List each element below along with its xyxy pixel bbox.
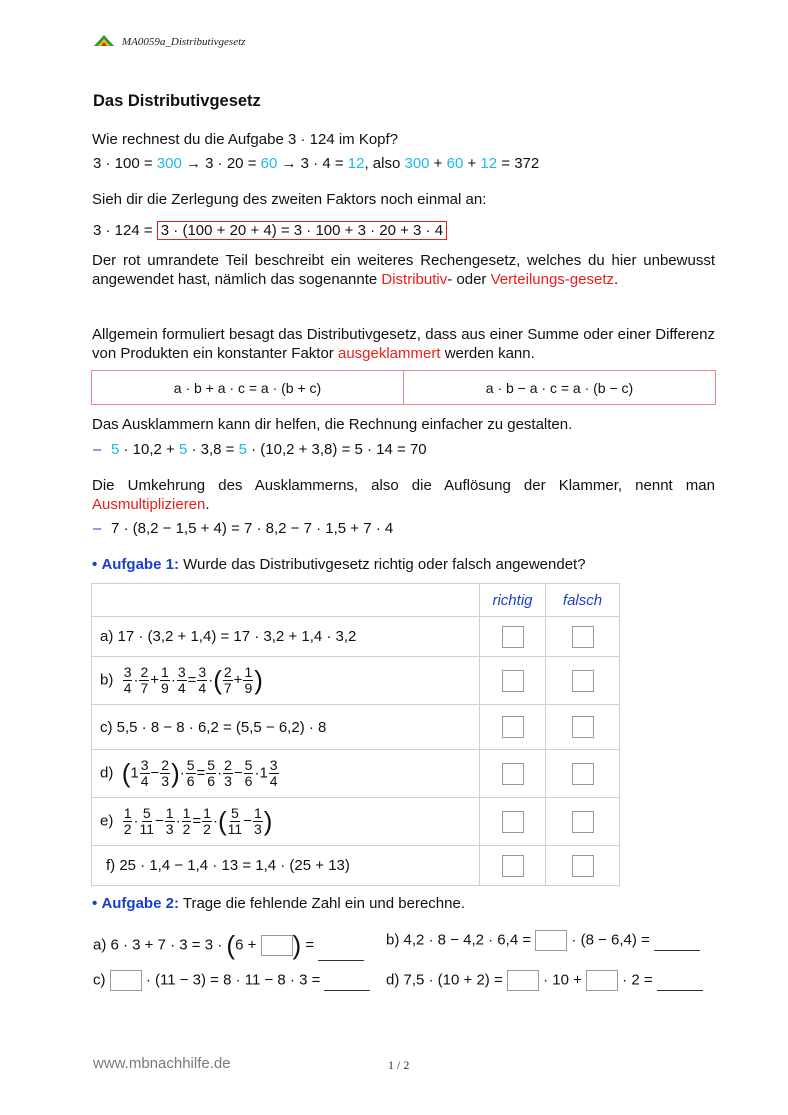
operator: · [212, 812, 218, 830]
head-calculation [93, 155, 539, 172]
cell-falsch [546, 705, 620, 750]
table-row [92, 617, 620, 657]
operator: · [179, 764, 185, 782]
fraction [140, 758, 150, 789]
cell-falsch [546, 617, 620, 657]
decomposition-boxed: 3 · (100 + 20 + 4) = 3 · 100 + 3 · 20 + 3 · 4 [157, 221, 447, 240]
cell-richtig [480, 798, 546, 846]
cell-falsch [546, 750, 620, 798]
fraction [206, 758, 216, 789]
expr-part: · (11 − 3) = 8 · 11 − 8 · 3 = [141, 971, 321, 989]
fraction [223, 665, 233, 696]
expr-part: · 2 = [618, 971, 653, 989]
result-line-a[interactable] [318, 960, 364, 961]
header-falsch: falsch [546, 584, 620, 617]
fraction [253, 806, 263, 837]
denominator: 6 [186, 773, 195, 789]
ausklammern-text: Das Ausklammern kann dir helfen, die Rechnung einfacher zu gestalten. [92, 416, 573, 433]
operator: − [155, 812, 164, 830]
checkbox-a-falsch[interactable] [572, 626, 594, 648]
numerator: 1 [123, 805, 132, 821]
fraction [197, 665, 207, 696]
paren: ) [254, 665, 263, 695]
doc-id: MA0059a_Distributivgesetz [122, 36, 246, 48]
whole-number: 1 [259, 764, 268, 782]
checkbox-b-richtig[interactable] [502, 670, 524, 692]
answer-box-a[interactable] [261, 935, 293, 956]
operator: · [133, 671, 139, 689]
para-highlight: ausgeklammert [337, 345, 441, 362]
fraction [269, 758, 279, 789]
example-ausmultiplizieren [93, 520, 393, 537]
numerator: 3 [177, 664, 186, 680]
paragraph-distributive [92, 251, 715, 289]
denominator: 3 [165, 821, 174, 837]
calc-part: 3 · 100 = [93, 155, 157, 172]
checkbox-c-falsch[interactable] [572, 716, 594, 738]
calc-part: + [463, 155, 481, 172]
table-row [92, 798, 620, 846]
denominator: 4 [140, 773, 149, 789]
example-highlight: 5 [178, 441, 188, 458]
para-text: werden kann. [440, 345, 535, 362]
fraction [139, 665, 149, 696]
law-box [91, 370, 716, 405]
numerator: 1 [244, 664, 253, 680]
numerator: 1 [253, 805, 262, 821]
paren: ) [263, 806, 273, 836]
expr-part: 6 + [235, 936, 261, 954]
numerator: 3 [269, 757, 278, 773]
para-text: Der rot umrandete Teil beschreibt ein weiteres Rechengesetz, welches du hier unbewusst angewendet hast, nämlich das sogenannte [92, 252, 715, 288]
denominator: 4 [123, 680, 132, 696]
expr-part: c) [93, 971, 110, 989]
example-highlight: 5 [111, 441, 120, 458]
fraction [223, 758, 233, 789]
para-text: Die Umkehrung des Ausklammerns, also die Auflösung der Klammer, nennt man [92, 477, 715, 494]
calc-part: = 372 [497, 155, 540, 172]
intro-question: Wie rechnest du die Aufgabe 3 · 124 im Kopf? [92, 131, 399, 148]
calc-highlight: 60 [446, 155, 464, 172]
denominator: 6 [244, 773, 253, 789]
law-difference: a · b − a · c = a · (b − c) [403, 371, 715, 404]
result-line-b[interactable] [654, 950, 700, 951]
denominator: 9 [244, 680, 253, 696]
fraction [186, 758, 196, 789]
checkbox-f-falsch[interactable] [572, 855, 594, 877]
example-highlight: 5 [238, 441, 247, 458]
fraction [165, 806, 175, 837]
calc-part: + [429, 155, 447, 172]
task-c: c) 5,5 · 8 − 8 · 6,2 = (5,5 − 6,2) · 8 [92, 705, 480, 750]
calc-part: → 3 · 20 = [181, 155, 261, 172]
denominator: 2 [182, 821, 191, 837]
para-highlight: Verteilungs-gesetz [490, 271, 614, 288]
para-highlight: Ausmultiplizieren [92, 496, 206, 513]
fraction [243, 665, 253, 696]
table-header-row [92, 584, 620, 617]
task1-label: Aufgabe 1: [101, 556, 179, 573]
expr-part: a) 6 · 3 + 7 · 3 = 3 · [93, 936, 227, 954]
example-part: · (10,2 + 3,8) = 5 · 14 = 70 [246, 441, 427, 458]
numerator: 1 [182, 805, 191, 821]
checkbox-e-richtig[interactable] [502, 811, 524, 833]
answer-box-b[interactable] [535, 930, 567, 951]
table-row [92, 750, 620, 798]
decomposition [93, 222, 447, 239]
calc-highlight: 12 [480, 155, 498, 172]
operator: = [187, 671, 197, 689]
result-line-c[interactable] [324, 990, 370, 991]
paren: ) [171, 758, 180, 788]
cell-falsch [546, 846, 620, 886]
checkbox-f-richtig[interactable] [502, 855, 524, 877]
task2-d [386, 970, 703, 991]
numerator: 3 [123, 664, 132, 680]
task1-heading [92, 556, 586, 573]
answer-box-c[interactable] [110, 970, 142, 991]
denominator: 4 [198, 680, 207, 696]
task-d [92, 750, 480, 798]
checkbox-a-richtig[interactable] [502, 626, 524, 648]
fraction [139, 806, 154, 837]
bullet: • [92, 895, 98, 912]
para-text: Allgemein formuliert besagt das Distributivgesetz, dass aus einer Summe oder einer Differenz von Produkten ein konstanter Faktor [92, 326, 715, 362]
expr-part: · 10 + [538, 971, 587, 989]
denominator: 3 [161, 773, 170, 789]
fraction [123, 665, 133, 696]
example-part: · 3,8 = [187, 441, 239, 458]
denominator: 11 [139, 821, 155, 837]
checkbox-c-richtig[interactable] [502, 716, 524, 738]
numerator: 1 [165, 805, 174, 821]
cell-richtig [480, 750, 546, 798]
denominator: 4 [177, 680, 186, 696]
numerator: 5 [186, 757, 195, 773]
numerator: 3 [140, 757, 149, 773]
calc-part: , also [364, 155, 405, 172]
denominator: 11 [227, 821, 243, 837]
numerator: 5 [231, 805, 239, 821]
checkbox-b-falsch[interactable] [572, 670, 594, 692]
fraction [160, 758, 170, 789]
example-part: · 10,2 + [119, 441, 179, 458]
task2-text: Trage die fehlende Zahl ein und berechne. [178, 895, 465, 912]
task-b [92, 657, 480, 705]
task2-a [93, 930, 364, 961]
denominator: 3 [224, 773, 232, 789]
para-text: . [205, 496, 210, 513]
numerator: 2 [223, 664, 232, 680]
page-number: 1 / 2 [388, 1058, 410, 1072]
operator: · [208, 671, 214, 689]
cell-richtig [480, 705, 546, 750]
paren: ( [213, 665, 222, 695]
denominator: 2 [123, 821, 132, 837]
operator: − [150, 764, 160, 782]
fraction [244, 758, 254, 789]
checkbox-e-falsch[interactable] [572, 811, 594, 833]
expr-part: = [301, 936, 315, 954]
operator: + [150, 671, 160, 689]
task2-label: Aufgabe 2: [101, 895, 179, 912]
bullet-dash: – [93, 441, 102, 458]
numerator: 5 [142, 805, 151, 821]
footer-website: www.mbnachhilfe.de [93, 1055, 231, 1072]
numerator: 1 [203, 805, 211, 821]
result-line-d[interactable] [657, 990, 703, 991]
calc-highlight: 300 [156, 155, 182, 172]
denominator: 2 [203, 821, 211, 837]
numerator: 5 [244, 757, 253, 773]
page-title: Das Distributivgesetz [93, 92, 261, 110]
denominator: 7 [223, 680, 232, 696]
logo-icon [94, 34, 114, 48]
denominator: 4 [269, 773, 278, 789]
denominator: 7 [140, 680, 149, 696]
fraction [160, 665, 170, 696]
table-row [92, 657, 620, 705]
para-text: - oder [447, 271, 491, 288]
whole-number: 1 [130, 764, 139, 782]
operator: = [196, 764, 206, 782]
expr-part: d) 7,5 · (10 + 2) = [386, 971, 507, 989]
paren: ( [217, 806, 227, 836]
paren: ( [121, 758, 131, 788]
fraction [182, 806, 192, 837]
table-row [92, 705, 620, 750]
law-sum: a · b + a · c = a · (b + c) [173, 379, 322, 396]
operator: + [233, 671, 243, 689]
header-richtig: richtig [480, 584, 546, 617]
cell-falsch [546, 657, 620, 705]
fraction [123, 806, 133, 837]
numerator: 2 [161, 757, 170, 773]
numerator: 3 [198, 664, 207, 680]
fraction [228, 806, 243, 837]
task1-text: Wurde das Distributivgesetz richtig oder falsch angewendet? [178, 556, 586, 573]
operator: · [175, 812, 181, 830]
calc-highlight: 60 [260, 155, 278, 172]
table-row [92, 846, 620, 886]
operator: − [233, 764, 243, 782]
operator: = [192, 812, 202, 830]
bullet: • [92, 556, 98, 573]
numerator: 1 [161, 664, 169, 680]
task-e [92, 798, 480, 846]
operator: · [133, 812, 139, 830]
paragraph-ausmultiplizieren [92, 476, 715, 514]
cell-richtig [480, 657, 546, 705]
para-highlight: Distributiv [381, 271, 448, 288]
task1-table [91, 583, 620, 886]
para-text: . [614, 271, 619, 288]
numerator: 2 [224, 757, 232, 773]
operator: − [243, 812, 252, 830]
expr-part: b) 4,2 · 8 − 4,2 · 6,4 = [386, 931, 536, 949]
task-label: b) [100, 671, 114, 689]
operator: · [254, 764, 260, 782]
denominator: 6 [207, 773, 216, 789]
answer-box-d2[interactable] [586, 970, 618, 991]
cell-richtig [480, 617, 546, 657]
numerator: 5 [207, 757, 216, 773]
bullet-dash: – [93, 520, 102, 537]
task-label: d) [100, 764, 114, 782]
operator: · [170, 671, 176, 689]
calc-highlight: 300 [404, 155, 430, 172]
header-empty [92, 584, 480, 617]
paren: ( [226, 930, 236, 960]
checkbox-d-falsch[interactable] [572, 763, 594, 785]
cell-richtig [480, 846, 546, 886]
calc-part: → 3 · 4 = [277, 155, 348, 172]
fraction [202, 806, 212, 837]
paren: ) [292, 930, 302, 960]
numerator: 2 [140, 664, 149, 680]
task-f: f) 25 · 1,4 − 1,4 · 13 = 1,4 · (25 + 13) [92, 846, 480, 886]
task2-b [386, 930, 700, 951]
paragraph-general [92, 325, 715, 363]
task-label: e) [100, 812, 114, 830]
task-a: a) 17 · (3,2 + 1,4) = 17 · 3,2 + 1,4 · 3,2 [92, 617, 480, 657]
answer-box-d1[interactable] [507, 970, 539, 991]
cell-falsch [546, 798, 620, 846]
checkbox-d-richtig[interactable] [502, 763, 524, 785]
example-ausklammern [93, 441, 427, 458]
decomposition-text: Sieh dir die Zerlegung des zweiten Faktors noch einmal an: [92, 191, 487, 208]
denominator: 9 [161, 680, 169, 696]
decomposition-left: 3 · 124 = [93, 222, 157, 239]
calc-highlight: 12 [347, 155, 365, 172]
expr-part: · (8 − 6,4) = [567, 931, 650, 949]
fraction [177, 665, 187, 696]
denominator: 3 [253, 821, 262, 837]
operator: · [217, 764, 223, 782]
task2-heading [92, 895, 465, 912]
task2-c [93, 970, 370, 991]
example-expression: 7 · (8,2 − 1,5 + 4) = 7 · 8,2 − 7 · 1,5 + 7 · 4 [111, 520, 394, 537]
